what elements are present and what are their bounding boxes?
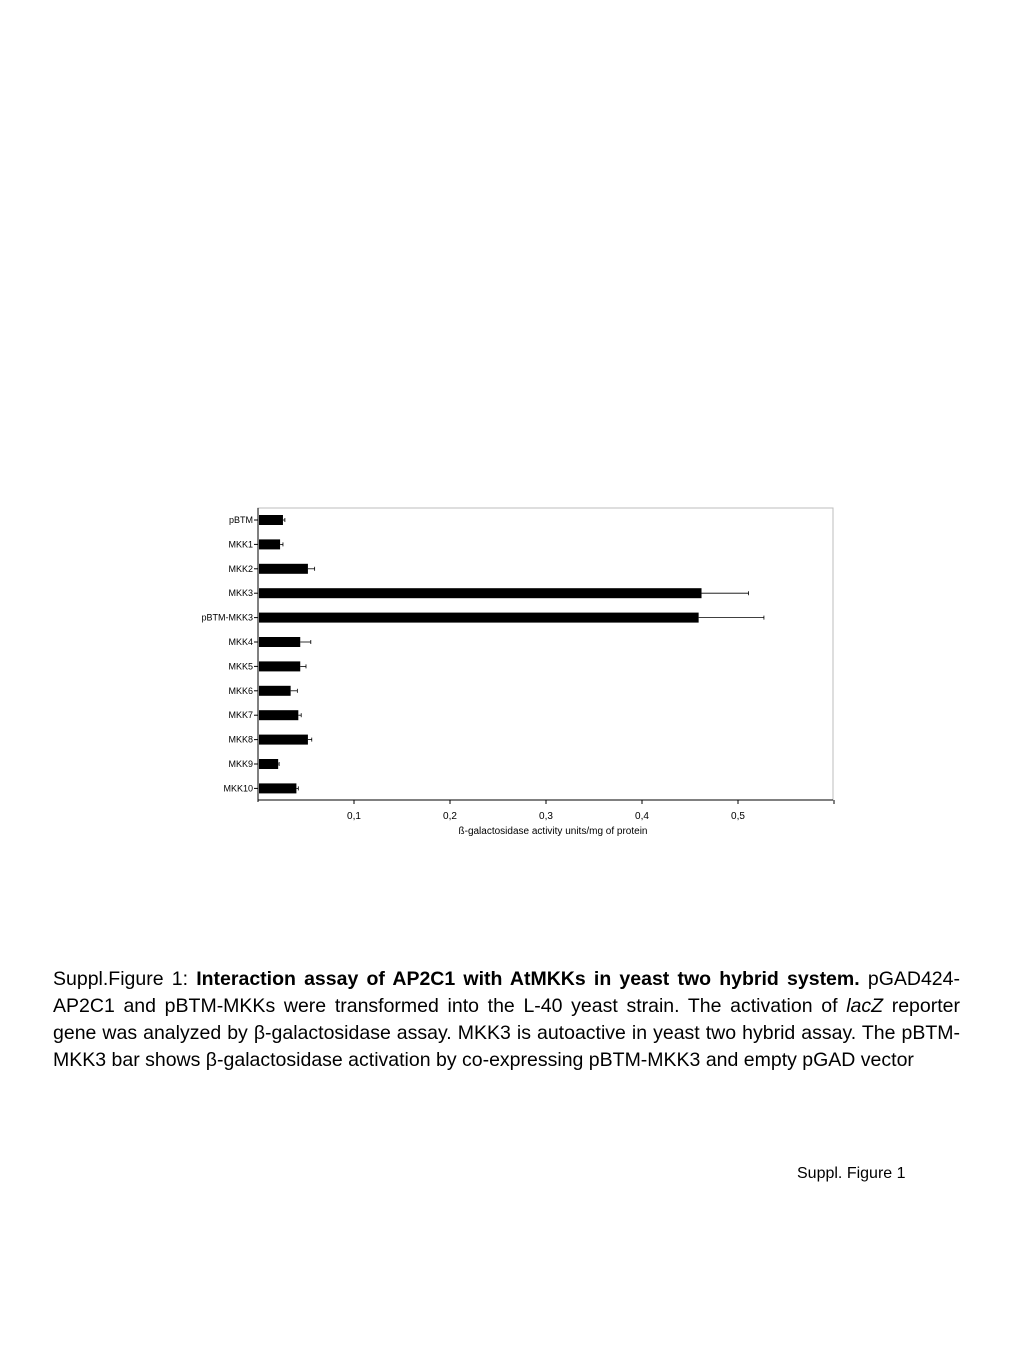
figure-caption	[53, 966, 960, 1074]
caption-prefix: Suppl.Figure 1:	[53, 968, 197, 990]
bar-mkk1	[259, 539, 280, 549]
category-label-pbtm: pBTM	[228, 515, 253, 525]
page-footer-label: Suppl. Figure 1	[797, 1165, 906, 1182]
category-label-mkk2: MKK2	[228, 563, 253, 574]
category-label-mkk5: MKK5	[228, 661, 253, 672]
x-tick-label-1: 0,1	[347, 811, 361, 822]
caption-gene-name: lacZ	[846, 995, 884, 1017]
bar-mkk2	[259, 564, 308, 574]
category-label-mkk7: MKK7	[228, 710, 253, 721]
caption-title: Interaction assay of AP2C1 with AtMKKs in yeast two hybrid system.	[196, 968, 860, 990]
category-label-mkk3: MKK3	[228, 588, 253, 599]
x-tick-label-3: 0,3	[539, 811, 553, 822]
category-label-pbtm-mkk3: pBTM-MKK3	[201, 612, 253, 623]
x-tick-label-5: 0,5	[731, 811, 745, 822]
caption-body-part1: pGAD424-AP2C1 and pBTM-MKKs were transformed into the L-40 yeast strain. The activation of	[53, 968, 960, 1017]
ticks-layer	[347, 800, 834, 822]
bar-mkk10	[259, 783, 296, 793]
x-tick-label-4: 0,4	[635, 811, 649, 822]
bar-mkk8	[259, 735, 308, 745]
bar-mkk5	[259, 661, 300, 671]
x-tick-label-2: 0,2	[443, 811, 457, 822]
bar-mkk6	[259, 686, 291, 696]
bar-mkk9	[259, 759, 278, 769]
bars-layer	[201, 515, 763, 793]
bar-pbtm	[259, 515, 283, 525]
bar-mkk4	[259, 637, 300, 647]
bar-mkk3	[259, 588, 702, 598]
category-label-mkk9: MKK9	[228, 759, 253, 769]
category-label-mkk6: MKK6	[228, 685, 253, 696]
category-label-mkk8: MKK8	[228, 734, 253, 745]
plot-frame	[258, 508, 833, 800]
bar-pbtm-mkk3	[259, 613, 699, 623]
category-label-mkk1: MKK1	[228, 539, 253, 550]
category-label-mkk4: MKK4	[228, 637, 253, 647]
x-axis-title: ß-galactosidase activity units/mg of protein	[458, 826, 648, 837]
bar-mkk7	[259, 710, 298, 720]
category-label-mkk10: MKK10	[223, 783, 253, 794]
caption-body-part2: reporter gene was analyzed by β-galactosidase assay. MKK3 is autoactive in yeast two hybrid assay. The pBTM-MKK3 bar shows β-galactosidase activation by co-expressing pBTM-MKK3 and empty pGAD vector	[53, 995, 960, 1071]
